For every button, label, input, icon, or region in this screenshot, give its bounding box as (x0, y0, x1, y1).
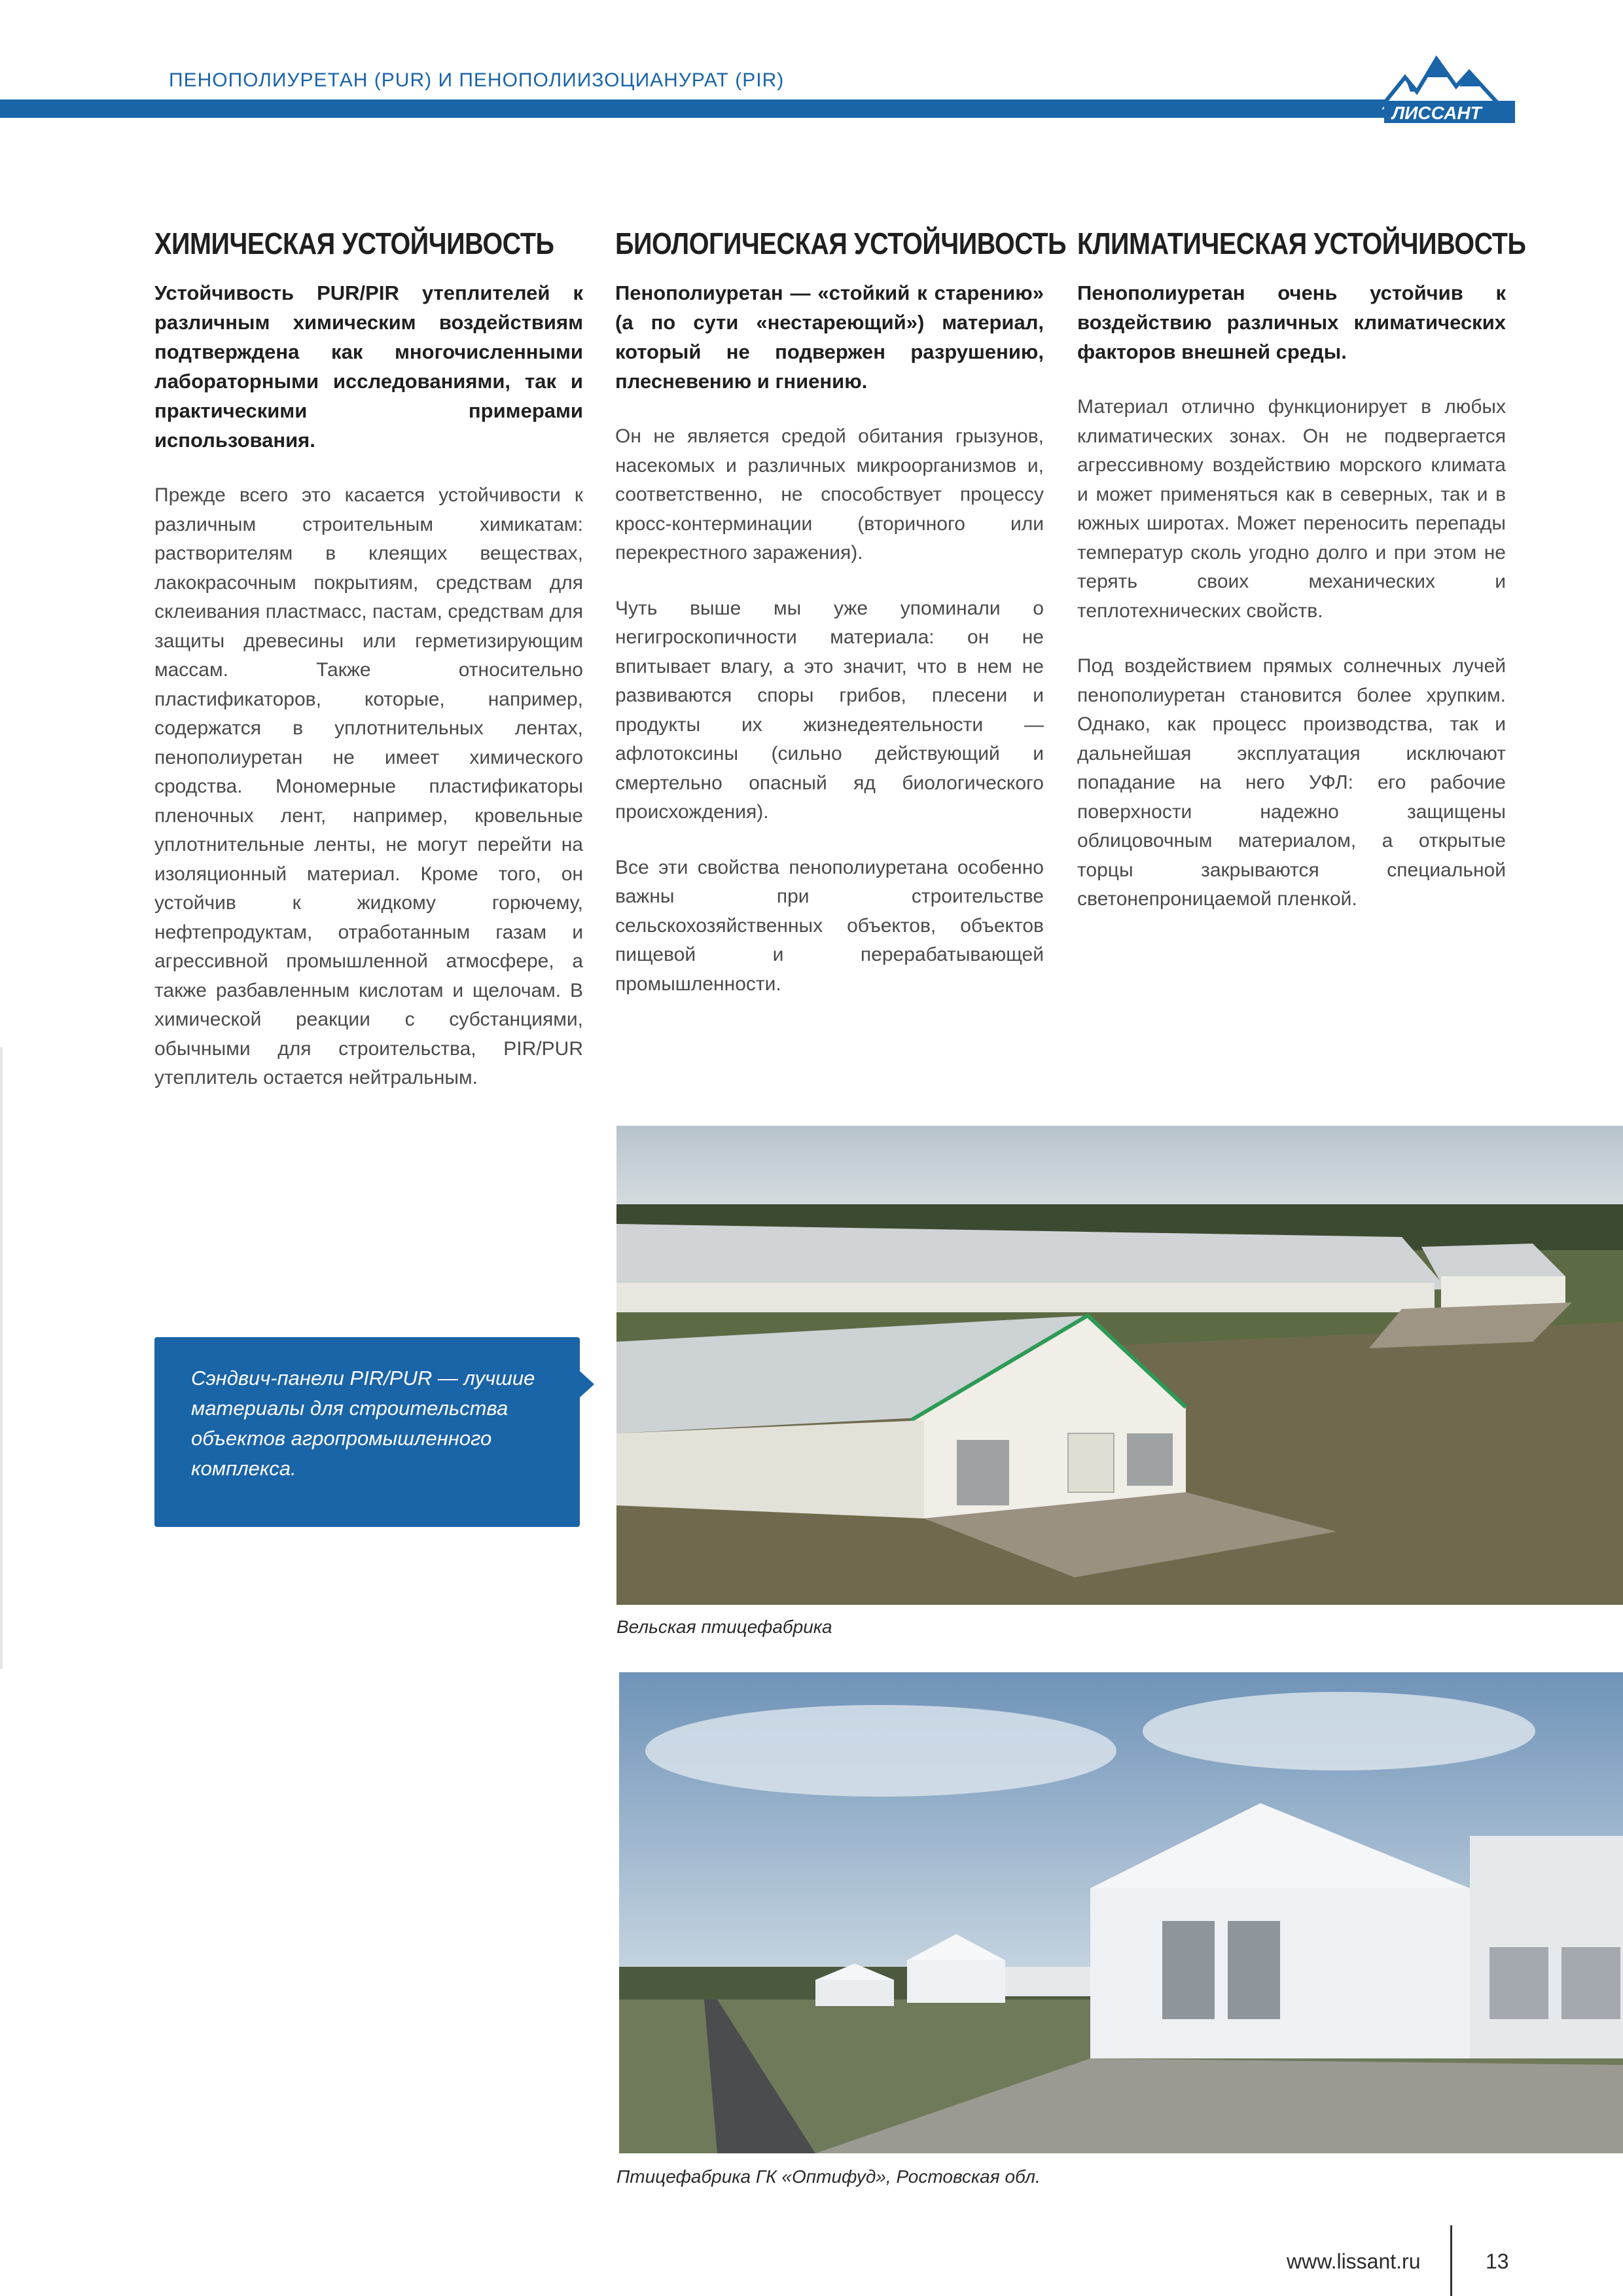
svg-text:ЛИССАНТ: ЛИССАНТ (1392, 103, 1482, 123)
heading-biological: БИОЛОГИЧЕСКАЯ УСТОЙЧИВОСТЬ (615, 226, 1067, 260)
paragraph-biological-1: Он не является средой обитания грызунов, насекомых и различных микроорганизмов и, соответственно, не способствует процессу кросс-контерминации (вторичного или перекрестного заражения). (615, 425, 1044, 564)
callout-arrow (580, 1371, 594, 1397)
lead-climatic: Пенополиуретан очень устойчив к воздействию различных климатических факторов внешней среды. (1077, 281, 1506, 363)
paragraph-biological-3: Все эти свойства пенополиуретана особенно важны при строительстве сельскохозяйственных объектов, объектов пищевой и перерабатывающей промышленности. (615, 856, 1044, 995)
caption-photo-1: Вельская птицефабрика (616, 1617, 832, 1637)
header-bar (0, 99, 1414, 118)
page-edge-mark (0, 1047, 3, 1669)
paragraph-climatic-1: Материал отлично функционирует в любых климатических зонах. Он не подвергается агрессивному воздействию морского климата и может применяться как в северных, так и в южных широтах. Может переносить перепады температур сколь угодно долго и при этом не терять своих механических и теплотехнических свойств. (1077, 396, 1506, 622)
white-farm-buildings-photo (619, 1672, 1623, 2153)
heading-chemical: ХИМИЧЕСКАЯ УСТОЙЧИВОСТЬ (154, 226, 554, 260)
column-biological (615, 226, 1067, 1025)
paragraph-chemical-1: Прежде всего это касается устойчивости к различным строительным химикатам: растворителям в клеящих веществах, лакокрасочным покрытиям, средствам для склеивания пластмасс, пастам, средствам для защиты древесины или герметизирующим массам. Также относительно пластификаторов, которые, например, содержатся в уплотнительных лентах, пенополиуретан не имеет химического сродства. Мономерные пластификаторы пленочных лент, например, кровельные уплотнительные ленты, не могут перейти на изоляционный материал. Кроме того, он устойчив к жидкому горючему, нефтепродуктам, отработанным газам и агрессивной промышленной атмосфере, а также разбавленным кислотам и щелочам. В химической реакции с субстанциями, обычными для строительства, PIR/PUR утеплитель остается нейтральным. (154, 484, 583, 1088)
paragraph-biological-2: Чуть выше мы уже упоминали о негигроскопичности материала: он не впитывает влагу, а это значит, что в нем не развиваются споры грибов, плесени и продукты их жизнедеятельности — афлотоксины (сильно действующий и смертельно опасный яд биологического происхождения). (615, 597, 1044, 823)
footer-website-link[interactable]: www.lissant.ru (1287, 2250, 1421, 2273)
heading-climatic: КЛИМАТИЧЕСКАЯ УСТОЙЧИВОСТЬ (1077, 226, 1526, 260)
callout-text: Сэндвич-панели PIR/PUR — лучшие материалы для строительства объектов агропромышленного комплекса. (191, 1367, 535, 1480)
page-number: 13 (1486, 2250, 1509, 2273)
caption-photo-2: Птицефабрика ГК «Оптифуд», Ростовская обл. (616, 2166, 1041, 2187)
column-chemical (154, 226, 583, 1119)
company-logo (1364, 46, 1515, 131)
long-farm-buildings-photo (616, 1126, 1623, 1605)
lead-biological: Пенополиуретан — «стойкий к старению» (а по сути «нестареющий») материал, который не подвержен разрушению, плесневению и гниению. (615, 281, 1044, 393)
running-header: ПЕНОПОЛИУРЕТАН (PUR) И ПЕНОПОЛИИЗОЦИАНУРАТ (PIR) (169, 69, 785, 91)
column-climatic (1077, 226, 1526, 941)
footer-divider (1450, 2225, 1452, 2296)
lead-chemical: Устойчивость PUR/PIR утеплителей к различным химическим воздействиям подтверждена как многочисленными лабораторными исследованиями, так и практическими примерами использования. (154, 281, 583, 452)
paragraph-climatic-2: Под воздействием прямых солнечных лучей пенополиуретан становится более хрупким. Однако, как процесс производства, так и дальнейшая эксплуатация исключают попадание на него УФЛ: его рабочие поверхности надежно защищены облицовочным материалом, а открытые торцы закрываются специальной светонепроницаемой пленкой. (1077, 655, 1506, 910)
